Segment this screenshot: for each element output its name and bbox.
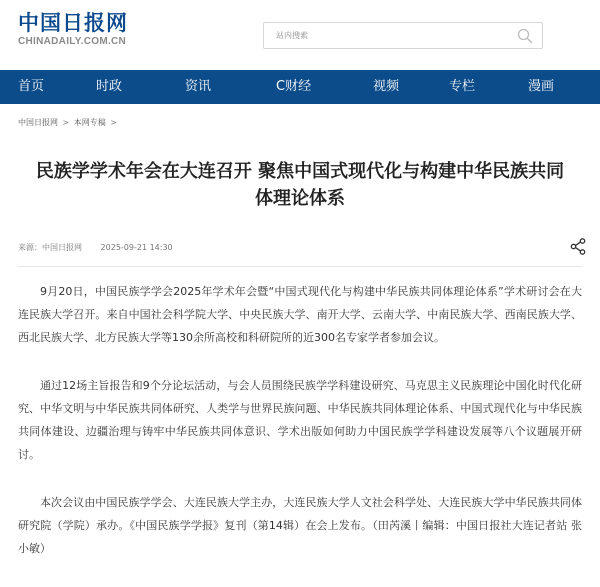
meta-divider bbox=[18, 266, 582, 267]
breadcrumb-section-link[interactable]: 本网专稿 bbox=[73, 118, 106, 127]
nav-item-finance[interactable]: C财经 bbox=[276, 79, 312, 94]
share-icon[interactable] bbox=[570, 238, 586, 255]
article-paragraph: 通过12场主旨报告和9个分论坛活动，与会人员围绕民族学学科建设研究、马克思主义民族理论中国化时代化研究、中华文明与中华民族共同体研究、人类学与世界民族问题、中华民族共同体理论体系、中国式现代化与中华民族共同体建设、边疆治理与铸牢中华民族共同体意识、学术出版如何助力中国民族学学科建设发展等八个议题展开研讨。 bbox=[18, 379, 582, 461]
logo-english-text: CHINADAILY.COM.CN bbox=[18, 36, 127, 47]
nav-item-home[interactable]: 首页 bbox=[18, 79, 45, 94]
breadcrumb-separator: > bbox=[62, 118, 70, 127]
nav-item-politics[interactable]: 时政 bbox=[96, 79, 123, 94]
site-logo[interactable] bbox=[18, 10, 138, 52]
article-body bbox=[18, 280, 582, 560]
nav-item-video[interactable]: 视频 bbox=[373, 79, 400, 94]
article-date: 2025-09-21 14:30 bbox=[100, 243, 173, 252]
logo-chinese-text: 中国日报网 bbox=[18, 10, 128, 35]
breadcrumb-home-link[interactable]: 中国日报网 bbox=[18, 118, 58, 127]
article-source: 来源：中国日报网 bbox=[18, 243, 82, 252]
article-paragraph: 本次会议由中国民族学学会、大连民族大学主办，大连民族大学人文社会科学处、大连民族大学中华民族共同体研究院（学院）承办。《中国民族学学报》复刊（第14辑）在会上发布。（田芮溪丨编辑：中国日报社大连记者站 张小敏） bbox=[18, 496, 582, 555]
nav-item-columns[interactable]: 专栏 bbox=[449, 79, 476, 94]
article-meta bbox=[18, 242, 173, 253]
breadcrumb bbox=[18, 117, 119, 128]
main-nav bbox=[0, 70, 600, 104]
breadcrumb-separator: > bbox=[110, 118, 118, 127]
nav-item-news[interactable]: 资讯 bbox=[185, 79, 212, 94]
nav-item-comics[interactable]: 漫画 bbox=[528, 79, 555, 94]
article-title: 民族学学术年会在大连召开 聚焦中国式现代化与构建中华民族共同体理论体系 bbox=[35, 161, 565, 209]
search-box bbox=[263, 22, 543, 49]
site-header bbox=[0, 0, 600, 70]
search-icon[interactable] bbox=[517, 28, 533, 44]
article-paragraph: 9月20日，中国民族学学会2025年学术年会暨“中国式现代化与构建中华民族共同体理论体系”学术研讨会在大连民族大学召开。来自中国社会科学院大学、中央民族大学、南开大学、云南大学、中南民族大学、西南民族大学、西北民族大学、北方民族大学等130余所高校和科研院所的近300名专家学者参加会议。 bbox=[18, 285, 582, 344]
search-input[interactable] bbox=[264, 23, 504, 48]
